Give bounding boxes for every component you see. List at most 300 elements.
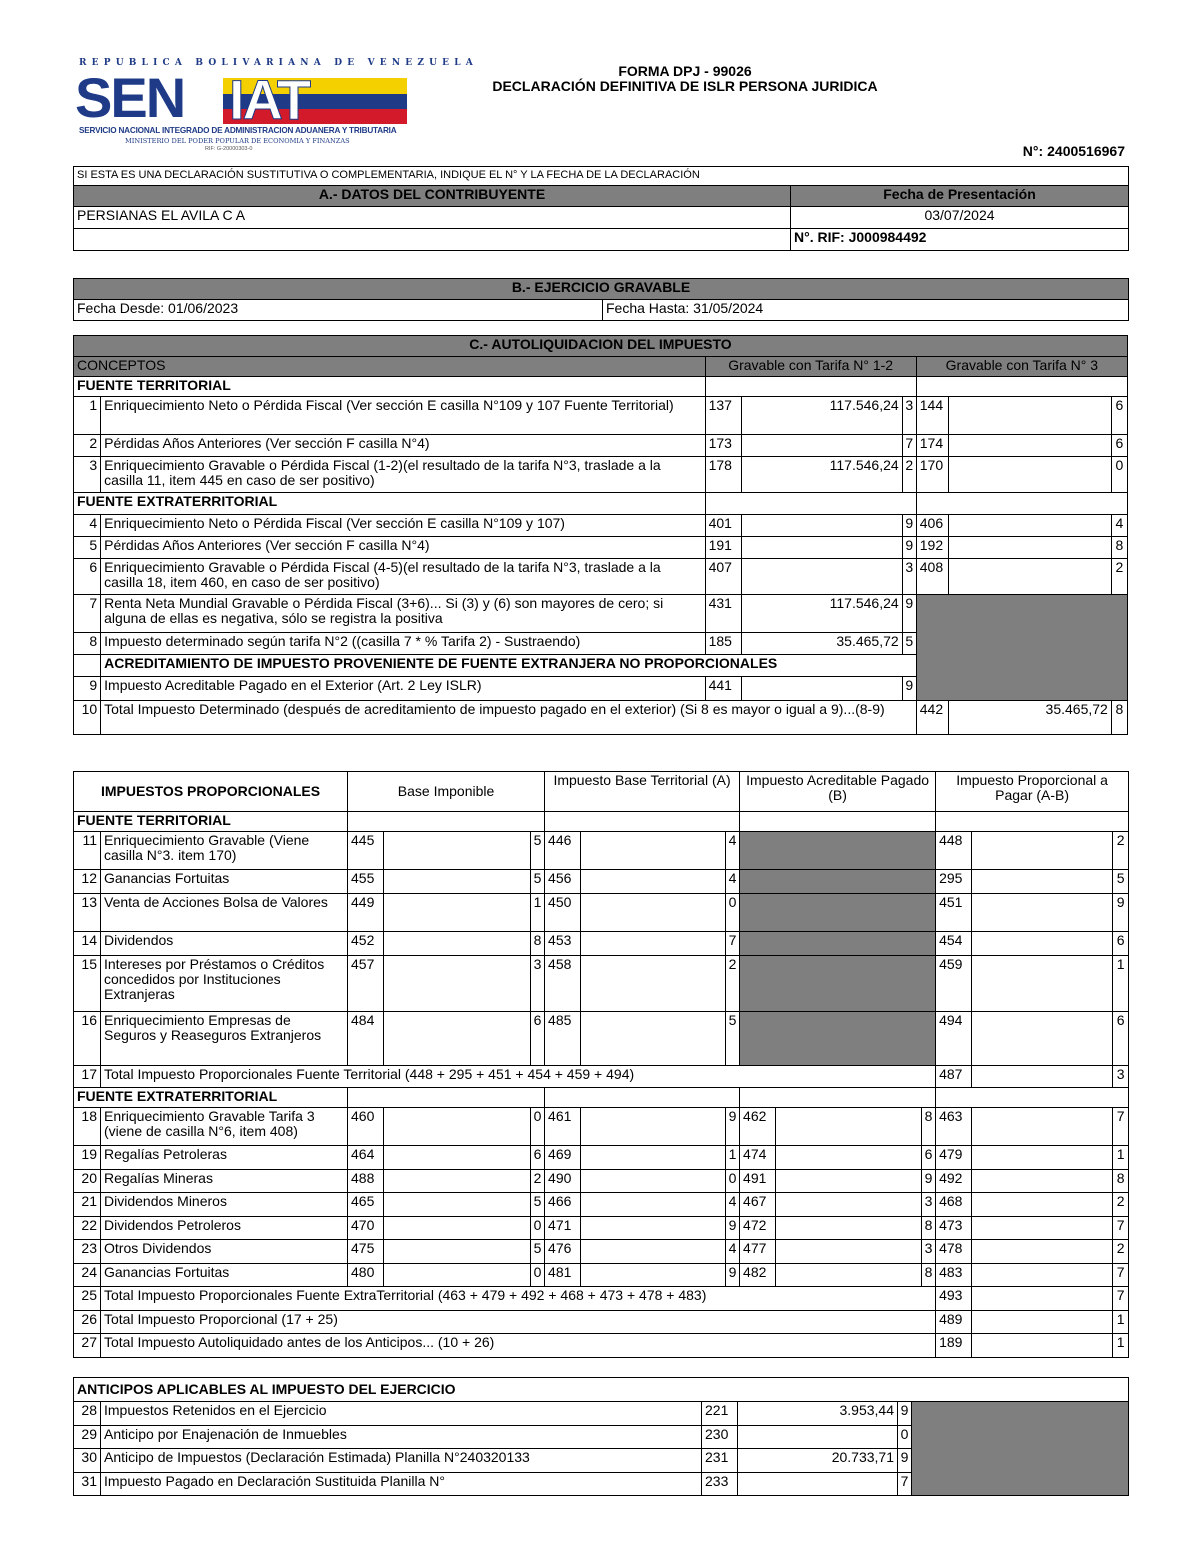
base-code: 464 <box>348 1146 384 1170</box>
section-b-table <box>73 278 1129 321</box>
box-check-t12: 2 <box>902 457 916 493</box>
b-check: 8 <box>922 1263 936 1287</box>
base-code: 457 <box>348 956 384 1012</box>
proportional-extra-row <box>74 1108 1129 1146</box>
a-check: 9 <box>726 1216 740 1240</box>
ab-value <box>972 1169 1113 1193</box>
shaded-b <box>740 870 936 894</box>
seniat-logo <box>75 58 528 158</box>
tarifa-3-header: Gravable con Tarifa N° 3 <box>916 357 1127 377</box>
base-code: 470 <box>348 1216 384 1240</box>
box-value-t3 <box>948 537 1111 559</box>
b-check: 3 <box>922 1240 936 1264</box>
advance-code: 231 <box>702 1449 738 1473</box>
row-concept: Ganancias Fortuitas <box>101 870 348 894</box>
b-code: 491 <box>740 1169 776 1193</box>
box-check-t3: 2 <box>1111 559 1127 595</box>
a-code: 481 <box>545 1263 581 1287</box>
row-number: 27 <box>74 1334 101 1358</box>
base-code: 455 <box>348 870 384 894</box>
row-number: 3 <box>74 457 101 493</box>
advance-code: 221 <box>702 1402 738 1426</box>
row-number: 19 <box>74 1146 101 1170</box>
ab-code: 494 <box>936 1012 972 1066</box>
row-concept: Total Impuesto Proporcionales Fuente Territorial (448 + 295 + 451 + 454 + 459 + 494) <box>101 1066 936 1088</box>
box-code-t3: 192 <box>916 537 948 559</box>
a-code: 446 <box>545 832 581 870</box>
row-number: 14 <box>74 932 101 956</box>
a-code: 469 <box>545 1146 581 1170</box>
row-concept: Anticipo de Impuestos (Declaración Estimada) Planilla N°240320133 <box>101 1449 702 1473</box>
declaration-number <box>1019 143 1125 159</box>
ab-code: 295 <box>936 870 972 894</box>
a-value <box>581 932 726 956</box>
ab-code: 478 <box>936 1240 972 1264</box>
empty-cell <box>740 1088 936 1108</box>
period-from: Fecha Desde: 01/06/2023 <box>74 300 603 321</box>
total-row <box>74 1287 1129 1311</box>
b-check: 3 <box>922 1193 936 1217</box>
ab-value <box>972 956 1113 1012</box>
total-check: 1 <box>1113 1310 1129 1334</box>
row-number: 15 <box>74 956 101 1012</box>
box-code-t12: 173 <box>705 435 741 457</box>
proportional-table <box>73 771 1129 1358</box>
base-value <box>384 1108 531 1146</box>
base-check: 5 <box>531 832 545 870</box>
advance-check: 9 <box>898 1449 912 1473</box>
impuesto-ab-header: Impuesto Proporcional a Pagar (A-B) <box>936 772 1129 812</box>
empty-cell <box>348 1088 545 1108</box>
total-row <box>74 1334 1129 1358</box>
a-value <box>581 1216 726 1240</box>
concept-row <box>74 559 1128 595</box>
proportional-extra-row <box>74 1193 1129 1217</box>
box-check-t12: 3 <box>902 559 916 595</box>
shaded-b <box>740 956 936 1012</box>
b-value <box>776 1108 922 1146</box>
base-code: 488 <box>348 1169 384 1193</box>
extraterritorial-header: FUENTE EXTRATERRITORIAL <box>74 493 706 515</box>
box-value-t12 <box>741 559 902 595</box>
base-code: 480 <box>348 1263 384 1287</box>
advance-value <box>738 1472 898 1496</box>
base-value <box>384 894 531 932</box>
row-number: 5 <box>74 537 101 559</box>
row-number: 26 <box>74 1310 101 1334</box>
row-number: 8 <box>74 633 101 655</box>
ab-code: 448 <box>936 832 972 870</box>
b-code: 477 <box>740 1240 776 1264</box>
ab-code: 483 <box>936 1263 972 1287</box>
advance-check: 9 <box>898 1402 912 1426</box>
a-value <box>581 1263 726 1287</box>
proportional-extra-row <box>74 1169 1129 1193</box>
advance-value <box>738 1425 898 1449</box>
ab-check: 1 <box>1113 956 1129 1012</box>
row-number: 20 <box>74 1169 101 1193</box>
base-check: 6 <box>531 1012 545 1066</box>
b-code: 474 <box>740 1146 776 1170</box>
box-check-t12: 9 <box>902 537 916 559</box>
concept-row <box>74 701 1128 735</box>
base-code: 460 <box>348 1108 384 1146</box>
shaded-b <box>740 1012 936 1066</box>
row-number: 10 <box>74 701 101 735</box>
base-value <box>384 932 531 956</box>
a-check: 7 <box>726 932 740 956</box>
base-value <box>384 832 531 870</box>
a-value <box>581 894 726 932</box>
proportional-row <box>74 894 1129 932</box>
number-label: N°: <box>1022 143 1044 159</box>
row-number: 24 <box>74 1263 101 1287</box>
base-check: 5 <box>531 1240 545 1264</box>
row-number: 4 <box>74 515 101 537</box>
ab-code: 492 <box>936 1169 972 1193</box>
base-check: 5 <box>531 1193 545 1217</box>
a-code: 450 <box>545 894 581 932</box>
base-code: 445 <box>348 832 384 870</box>
a-code: 476 <box>545 1240 581 1264</box>
b-check: 8 <box>922 1216 936 1240</box>
period-to: Fecha Hasta: 31/05/2024 <box>603 300 1129 321</box>
row-number: 22 <box>74 1216 101 1240</box>
box-check-t3: 4 <box>1111 515 1127 537</box>
ab-code: 473 <box>936 1216 972 1240</box>
concept-row <box>74 457 1128 493</box>
box-check-t12: 9 <box>902 677 916 701</box>
ab-value <box>972 1146 1113 1170</box>
logo-subtitle: SERVICIO NACIONAL INTEGRADO DE ADMINISTRACION ADUANERA Y TRIBUTARIA <box>79 126 397 135</box>
box-value-t12: 117.546,24 <box>741 595 902 633</box>
shaded-b <box>740 932 936 956</box>
row-concept: Dividendos <box>101 932 348 956</box>
row-number: 21 <box>74 1193 101 1217</box>
ab-value <box>972 1012 1113 1066</box>
section-c-table <box>73 335 1128 735</box>
a-value <box>581 956 726 1012</box>
a-value <box>581 870 726 894</box>
row-concept: Impuesto Acreditable Pagado en el Exterior (Art. 2 Ley ISLR) <box>101 677 705 701</box>
box-code-t12: 178 <box>705 457 741 493</box>
ab-value <box>972 932 1113 956</box>
box-check-t3: 6 <box>1111 435 1127 457</box>
empty-cell <box>936 1088 1129 1108</box>
box-code-t12: 137 <box>705 397 741 435</box>
a-value <box>581 1012 726 1066</box>
empty-cell <box>74 655 101 677</box>
box-value-t3: 35.465,72 <box>948 701 1111 735</box>
row-number: 1 <box>74 397 101 435</box>
row-number: 16 <box>74 1012 101 1066</box>
base-check: 6 <box>531 1146 545 1170</box>
box-value-t12 <box>741 537 902 559</box>
a-code: 485 <box>545 1012 581 1066</box>
box-value-t3 <box>948 397 1111 435</box>
proportional-row <box>74 932 1129 956</box>
row-concept: Dividendos Petroleros <box>101 1216 348 1240</box>
a-value <box>581 832 726 870</box>
box-code-t12: 441 <box>705 677 741 701</box>
proportional-extra-row <box>74 1263 1129 1287</box>
ab-value <box>972 1263 1113 1287</box>
a-check: 4 <box>726 832 740 870</box>
row-number: 17 <box>74 1066 101 1088</box>
total-check: 3 <box>1113 1066 1129 1088</box>
concepts-header: CONCEPTOS <box>74 357 706 377</box>
row-concept: Enriquecimiento Gravable Tarifa 3 (viene de casilla N°6, item 408) <box>101 1108 348 1146</box>
box-value-t12 <box>741 515 902 537</box>
proportional-extra-row <box>74 1240 1129 1264</box>
empty-address <box>74 229 791 251</box>
a-check: 0 <box>726 894 740 932</box>
impuesto-b-header: Impuesto Acreditable Pagado (B) <box>740 772 936 812</box>
base-check: 5 <box>531 870 545 894</box>
box-code-t3: 442 <box>916 701 948 735</box>
base-value <box>384 870 531 894</box>
ab-check: 1 <box>1113 1146 1129 1170</box>
advance-code: 233 <box>702 1472 738 1496</box>
advance-value: 20.733,71 <box>738 1449 898 1473</box>
concept-row <box>74 435 1128 457</box>
row-concept: Total Impuesto Autoliquidado antes de los Anticipos... (10 + 26) <box>101 1334 936 1358</box>
total-code: 487 <box>936 1066 972 1088</box>
ab-value <box>972 832 1113 870</box>
advance-check: 0 <box>898 1425 912 1449</box>
base-check: 0 <box>531 1263 545 1287</box>
base-value <box>384 1263 531 1287</box>
row-concept: Enriquecimiento Gravable o Pérdida Fiscal (4-5)(el resultado de la tarifa N°3, traslade a la casilla 18, item 460, en caso de ser positivo) <box>101 559 705 595</box>
proportional-extra-row <box>74 1216 1129 1240</box>
prop-territorial-header: FUENTE TERRITORIAL <box>74 812 348 832</box>
box-value-t3 <box>948 515 1111 537</box>
logo-rif: RIF: G-20000303-0 <box>205 146 253 152</box>
credit-title: ACREDITAMIENTO DE IMPUESTO PROVENIENTE DE FUENTE EXTRANJERA NO PROPORCIONALES <box>101 655 917 677</box>
base-value <box>384 1169 531 1193</box>
form-title-block <box>380 64 990 94</box>
total-value <box>972 1066 1113 1088</box>
row-concept: Total Impuesto Proporcionales Fuente ExtraTerritorial (463 + 479 + 492 + 468 + 473 + 478 + 483) <box>101 1287 936 1311</box>
base-value <box>384 1193 531 1217</box>
advance-row <box>74 1402 1129 1426</box>
row-concept: Regalías Petroleras <box>101 1146 348 1170</box>
a-code: 471 <box>545 1216 581 1240</box>
ab-value <box>972 1193 1113 1217</box>
box-value-t3 <box>948 559 1111 595</box>
box-check-t12: 9 <box>902 515 916 537</box>
box-check-t12: 7 <box>902 435 916 457</box>
a-code: 453 <box>545 932 581 956</box>
row-concept: Ganancias Fortuitas <box>101 1263 348 1287</box>
a-check: 5 <box>726 1012 740 1066</box>
ab-check: 2 <box>1113 1240 1129 1264</box>
a-code: 456 <box>545 870 581 894</box>
shaded-area <box>916 595 1127 701</box>
substitutive-note: SI ESTA ES UNA DECLARACIÓN SUSTITUTIVA O COMPLEMENTARIA, INDIQUE EL N° Y LA FECHA DE LA DECLARACIÓN <box>74 167 1129 186</box>
box-code-t12: 407 <box>705 559 741 595</box>
base-code: 449 <box>348 894 384 932</box>
base-check: 0 <box>531 1108 545 1146</box>
row-number: 6 <box>74 559 101 595</box>
shaded-b <box>740 832 936 870</box>
row-concept: Enriquecimiento Empresas de Seguros y Reaseguros Extranjeros <box>101 1012 348 1066</box>
row-number: 12 <box>74 870 101 894</box>
b-code: 482 <box>740 1263 776 1287</box>
box-check-t3: 8 <box>1111 537 1127 559</box>
box-value-t12: 117.546,24 <box>741 397 902 435</box>
row-concept: Otros Dividendos <box>101 1240 348 1264</box>
row-concept: Total Impuesto Proporcional (17 + 25) <box>101 1310 936 1334</box>
b-check: 9 <box>922 1169 936 1193</box>
ab-code: 463 <box>936 1108 972 1146</box>
total-code: 493 <box>936 1287 972 1311</box>
concept-row <box>74 595 1128 633</box>
a-value <box>581 1240 726 1264</box>
base-code: 465 <box>348 1193 384 1217</box>
row-number: 7 <box>74 595 101 633</box>
row-number: 2 <box>74 435 101 457</box>
total-code: 189 <box>936 1334 972 1358</box>
total-row <box>74 1310 1129 1334</box>
base-check: 2 <box>531 1169 545 1193</box>
logo-republic-text: REPUBLICA BOLIVARIANA DE VENEZUELA <box>79 58 478 68</box>
ab-check: 2 <box>1113 832 1129 870</box>
advance-check: 7 <box>898 1472 912 1496</box>
base-value <box>384 956 531 1012</box>
b-code: 472 <box>740 1216 776 1240</box>
empty-cell <box>545 1088 740 1108</box>
box-check-t3: 0 <box>1111 457 1127 493</box>
proportional-row <box>74 870 1129 894</box>
b-check: 8 <box>922 1108 936 1146</box>
territorial-header: FUENTE TERRITORIAL <box>74 377 706 397</box>
number-value: 2400516967 <box>1047 143 1125 159</box>
box-check-t12: 5 <box>902 633 916 655</box>
row-concept: Enriquecimiento Neto o Pérdida Fiscal (Ver sección E casilla N°109 y 107 Fuente Territorial) <box>101 397 705 435</box>
base-code: 484 <box>348 1012 384 1066</box>
row-number: 9 <box>74 677 101 701</box>
b-code: 467 <box>740 1193 776 1217</box>
prop-extraterritorial-header: FUENTE EXTRATERRITORIAL <box>74 1088 348 1108</box>
tarifa-12-header: Gravable con Tarifa N° 1-2 <box>705 357 916 377</box>
a-check: 4 <box>726 1240 740 1264</box>
a-code: 466 <box>545 1193 581 1217</box>
box-check-t12: 9 <box>902 595 916 633</box>
a-check: 9 <box>726 1108 740 1146</box>
logo-brand-left: SEN <box>75 66 185 129</box>
logo-ministry: MINISTERIO DEL PODER POPULAR DE ECONOMIA Y FINANZAS <box>125 137 350 145</box>
row-number: 18 <box>74 1108 101 1146</box>
section-a-title: A.- DATOS DEL CONTRIBUYENTE <box>74 186 791 207</box>
base-header: Base Imponible <box>348 772 545 812</box>
section-b-title: B.- EJERCICIO GRAVABLE <box>74 279 1129 300</box>
ab-value <box>972 1108 1113 1146</box>
base-check: 1 <box>531 894 545 932</box>
flag-stars-icon: ✦✦✦✦✦✦✦✦ <box>459 114 528 124</box>
box-value-t12 <box>741 677 902 701</box>
row-number: 31 <box>74 1472 101 1496</box>
a-value <box>581 1146 726 1170</box>
row-number: 25 <box>74 1287 101 1311</box>
ab-code: 451 <box>936 894 972 932</box>
proportional-row <box>74 1012 1129 1066</box>
b-value <box>776 1216 922 1240</box>
base-value <box>384 1216 531 1240</box>
ab-code: 479 <box>936 1146 972 1170</box>
box-check-t3: 6 <box>1111 397 1127 435</box>
advances-table <box>73 1377 1129 1496</box>
box-check-t3: 8 <box>1111 701 1127 735</box>
box-code-t3: 170 <box>916 457 948 493</box>
total-check: 1 <box>1113 1334 1129 1358</box>
presentation-date: 03/07/2024 <box>791 207 1129 229</box>
row-concept: Regalías Mineras <box>101 1169 348 1193</box>
total-value <box>972 1287 1113 1311</box>
box-check-t12: 3 <box>902 397 916 435</box>
a-check: 4 <box>726 870 740 894</box>
b-code: 462 <box>740 1108 776 1146</box>
row-concept: Intereses por Préstamos o Créditos concedidos por Instituciones Extranjeras <box>101 956 348 1012</box>
box-code-t3: 174 <box>916 435 948 457</box>
proportional-row <box>74 832 1129 870</box>
box-value-t3 <box>948 457 1111 493</box>
base-check: 0 <box>531 1216 545 1240</box>
row-concept: Anticipo por Enajenación de Inmuebles <box>101 1425 702 1449</box>
ab-code: 459 <box>936 956 972 1012</box>
b-value <box>776 1240 922 1264</box>
shaded-b <box>740 894 936 932</box>
logo-brand-right: IAT <box>229 68 310 131</box>
box-code-t3: 408 <box>916 559 948 595</box>
total-code: 489 <box>936 1310 972 1334</box>
total-check: 7 <box>1113 1287 1129 1311</box>
base-value <box>384 1240 531 1264</box>
b-value <box>776 1193 922 1217</box>
base-value <box>384 1146 531 1170</box>
ab-check: 8 <box>1113 1169 1129 1193</box>
box-code-t12: 191 <box>705 537 741 559</box>
b-value <box>776 1169 922 1193</box>
row-number: 28 <box>74 1402 101 1426</box>
box-code-t12: 401 <box>705 515 741 537</box>
box-value-t12: 117.546,24 <box>741 457 902 493</box>
concept-row <box>74 397 1128 435</box>
ab-value <box>972 1216 1113 1240</box>
box-value-t12: 35.465,72 <box>741 633 902 655</box>
box-value-t3 <box>948 435 1111 457</box>
a-value <box>581 1193 726 1217</box>
box-code-t3: 144 <box>916 397 948 435</box>
concept-row <box>74 537 1128 559</box>
base-check: 3 <box>531 956 545 1012</box>
base-code: 452 <box>348 932 384 956</box>
base-code: 475 <box>348 1240 384 1264</box>
row-concept: Pérdidas Años Anteriores (Ver sección F casilla N°4) <box>101 537 705 559</box>
a-check: 2 <box>726 956 740 1012</box>
ab-code: 454 <box>936 932 972 956</box>
advance-code: 230 <box>702 1425 738 1449</box>
proportional-title: IMPUESTOS PROPORCIONALES <box>74 772 348 812</box>
row-concept: Enriquecimiento Gravable o Pérdida Fiscal (1-2)(el resultado de la tarifa N°3, traslade a la casilla 11, item 445 en caso de ser positivo) <box>101 457 705 493</box>
box-value-t12 <box>741 435 902 457</box>
ab-check: 2 <box>1113 1193 1129 1217</box>
ab-check: 5 <box>1113 870 1129 894</box>
a-value <box>581 1108 726 1146</box>
base-value <box>384 1012 531 1066</box>
ab-check: 6 <box>1113 1012 1129 1066</box>
ab-check: 9 <box>1113 894 1129 932</box>
